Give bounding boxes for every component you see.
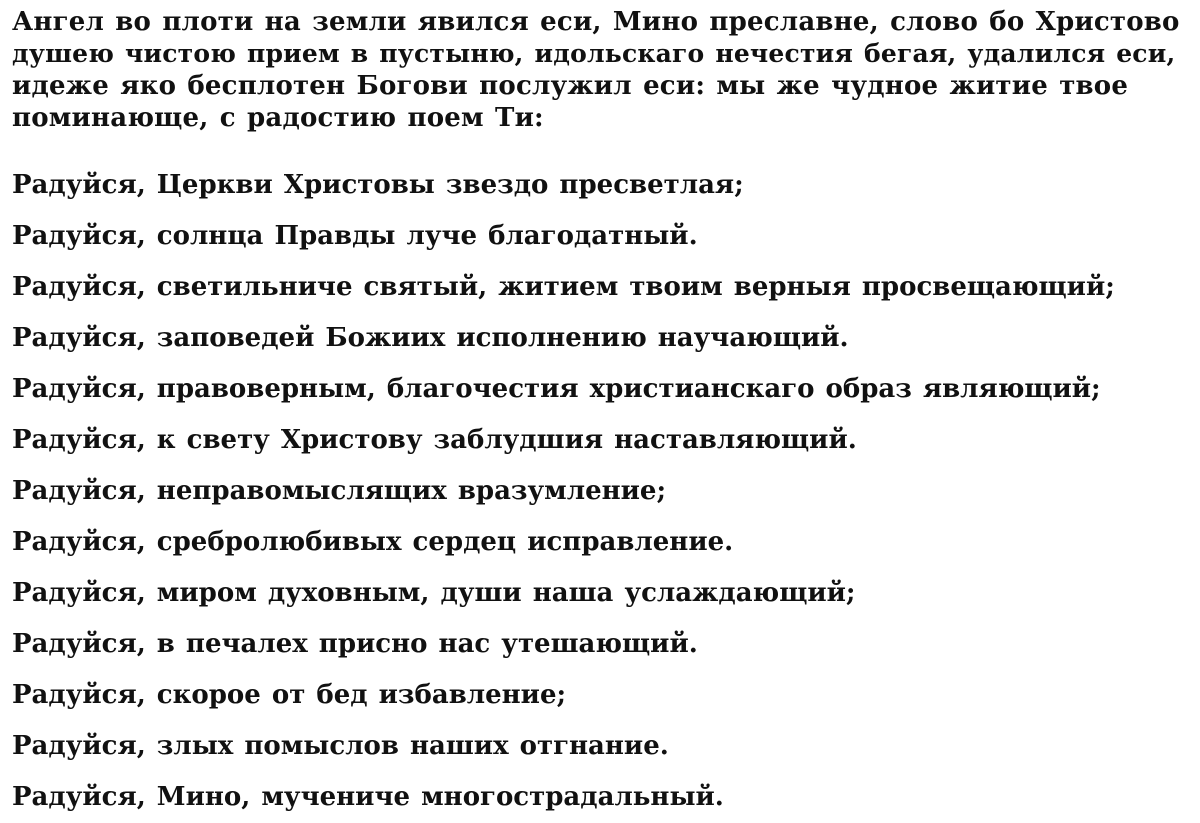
verse-line: Радуйся, заповедей Божиих исполнению научающий.: [12, 323, 849, 353]
verse-line: Радуйся, Мино, мучениче многострадальный.: [12, 782, 724, 812]
intro-line: душею чистою прием в пустыню, идольскаго нечестия бегая, удалился еси,: [12, 39, 1176, 68]
verse-line: Радуйся, Церкви Христовы звездо пресветлая;: [12, 170, 744, 200]
verse-line: Радуйся, миром духовным, души наша услаждающий;: [12, 578, 856, 608]
verse-line: Радуйся, светильниче святый, житием твоим верныя просвещающий;: [12, 272, 1115, 302]
verse-line: Радуйся, правоверным, благочестия христианскаго образ являющий;: [12, 374, 1101, 404]
intro-line: идеже яко бесплотен Богови послужил еси: мы же чудное житие твое: [12, 71, 1129, 101]
intro-line: поминающе, с радостию поем Ти:: [12, 103, 544, 133]
verse-line: Радуйся, скорое от бед избавление;: [12, 680, 567, 710]
verse-line: Радуйся, сребролюбивых сердец исправление.: [12, 527, 734, 557]
verse-line: Радуйся, к свету Христову заблудшия наставляющий.: [12, 425, 857, 455]
intro-line: Ангел во плоти на земли явился еси, Мино преславне, слово бо Христово: [12, 7, 1180, 37]
verse-list: [12, 160, 1192, 823]
verse-line: Радуйся, неправомыслящих вразумление;: [12, 476, 667, 506]
verse-line: Радуйся, злых помыслов наших отгнание.: [12, 731, 669, 761]
intro-paragraph: [12, 6, 1192, 134]
verse-line: Радуйся, солнца Правды луче благодатный.: [12, 221, 698, 251]
verse-line: Радуйся, в печалех присно нас утешающий.: [12, 629, 698, 659]
